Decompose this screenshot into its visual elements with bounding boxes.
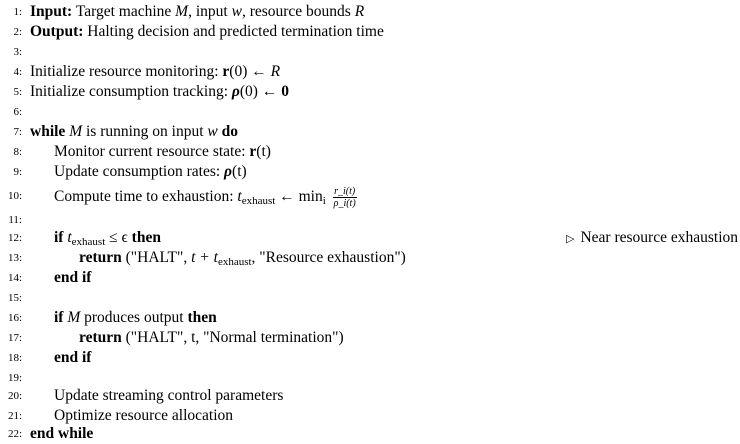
algo-line-19 <box>0 368 740 388</box>
line-number: 2: <box>13 26 22 38</box>
algo-line-12: 12: if $t_{exhaust} \le \epsilon$ then ▷ Near resource exhaustion <box>0 228 740 248</box>
line-number: 14: <box>7 272 22 284</box>
line-number: 19: <box>7 372 22 384</box>
line-number: 11: <box>8 214 22 226</box>
line-number: 21: <box>7 410 22 422</box>
line-number: 18: <box>7 352 22 364</box>
algo-line-13: 13: return ("HALT", $t + t_{exhaust}$, "Resource exhaustion") <box>0 248 740 268</box>
line-number: 4: <box>13 66 22 78</box>
line-number: 13: <box>7 252 22 264</box>
algo-line-11 <box>0 210 740 230</box>
line-number: 20: <box>7 390 22 402</box>
algo-line-17: 17: return ("HALT", t, "Normal termination") <box>0 328 740 348</box>
algo-line-4: 4: Initialize resource monitoring: r(0) ← R <box>0 62 740 82</box>
algo-line-16: 16: if M produces output then <box>0 308 740 328</box>
line-number: 8: <box>13 146 22 158</box>
line-number: 10: <box>7 190 22 202</box>
algo-line-6 <box>0 102 740 122</box>
line-number: 1: <box>13 6 22 18</box>
line-number: 5: <box>13 86 22 98</box>
algo-line-20: 20: Update streaming control parameters <box>0 386 740 406</box>
algo-line-2: 2: Output: Halting decision and predicted termination time <box>0 22 740 42</box>
line-number: 7: <box>13 126 22 138</box>
line-number: 3: <box>13 46 22 58</box>
line-number: 12: <box>7 232 22 244</box>
algo-line-8: 8: Monitor current resource state: r(t) <box>0 142 740 162</box>
algo-line-22: 22: end while <box>0 424 740 444</box>
input-keyword: Input: <box>30 3 73 20</box>
output-keyword: Output: <box>30 23 84 40</box>
line-number: 17: <box>7 332 22 344</box>
algo-line-1: 1: Input: Target machine M, input w, resource bounds R <box>0 2 740 22</box>
algo-line-10: 10: Compute time to exhaustion: $t_{exhaust}$ ← $\min_i$ $\frac{r\_i(t)}{\rho\_i(t)}$ <box>0 186 740 206</box>
line-number: 22: <box>7 428 22 440</box>
algo-line-5: 5: Initialize consumption tracking: ρ(0) ← 0 <box>0 82 740 102</box>
algo-comment: ▷ Near resource exhaustion <box>566 229 738 246</box>
comment-triangle-icon: ▷ <box>566 233 575 245</box>
line-number: 6: <box>13 106 22 118</box>
algo-line-9: 9: Update consumption rates: ρ(t) <box>0 162 740 182</box>
line-number: 16: <box>7 312 22 324</box>
algo-line-7: 7: while M is running on input w do <box>0 122 740 142</box>
line-number: 9: <box>13 166 22 178</box>
algo-line-15 <box>0 288 740 308</box>
fraction: $\frac{r\_i(t)}{\rho\_i(t)}$ <box>333 186 356 209</box>
line-number: 15: <box>7 292 22 304</box>
algo-line-18: 18: end if <box>0 348 740 368</box>
algo-line-3 <box>0 42 740 62</box>
algo-line-21: 21: Optimize resource allocation <box>0 406 740 426</box>
algo-line-14: 14: end if <box>0 268 740 288</box>
